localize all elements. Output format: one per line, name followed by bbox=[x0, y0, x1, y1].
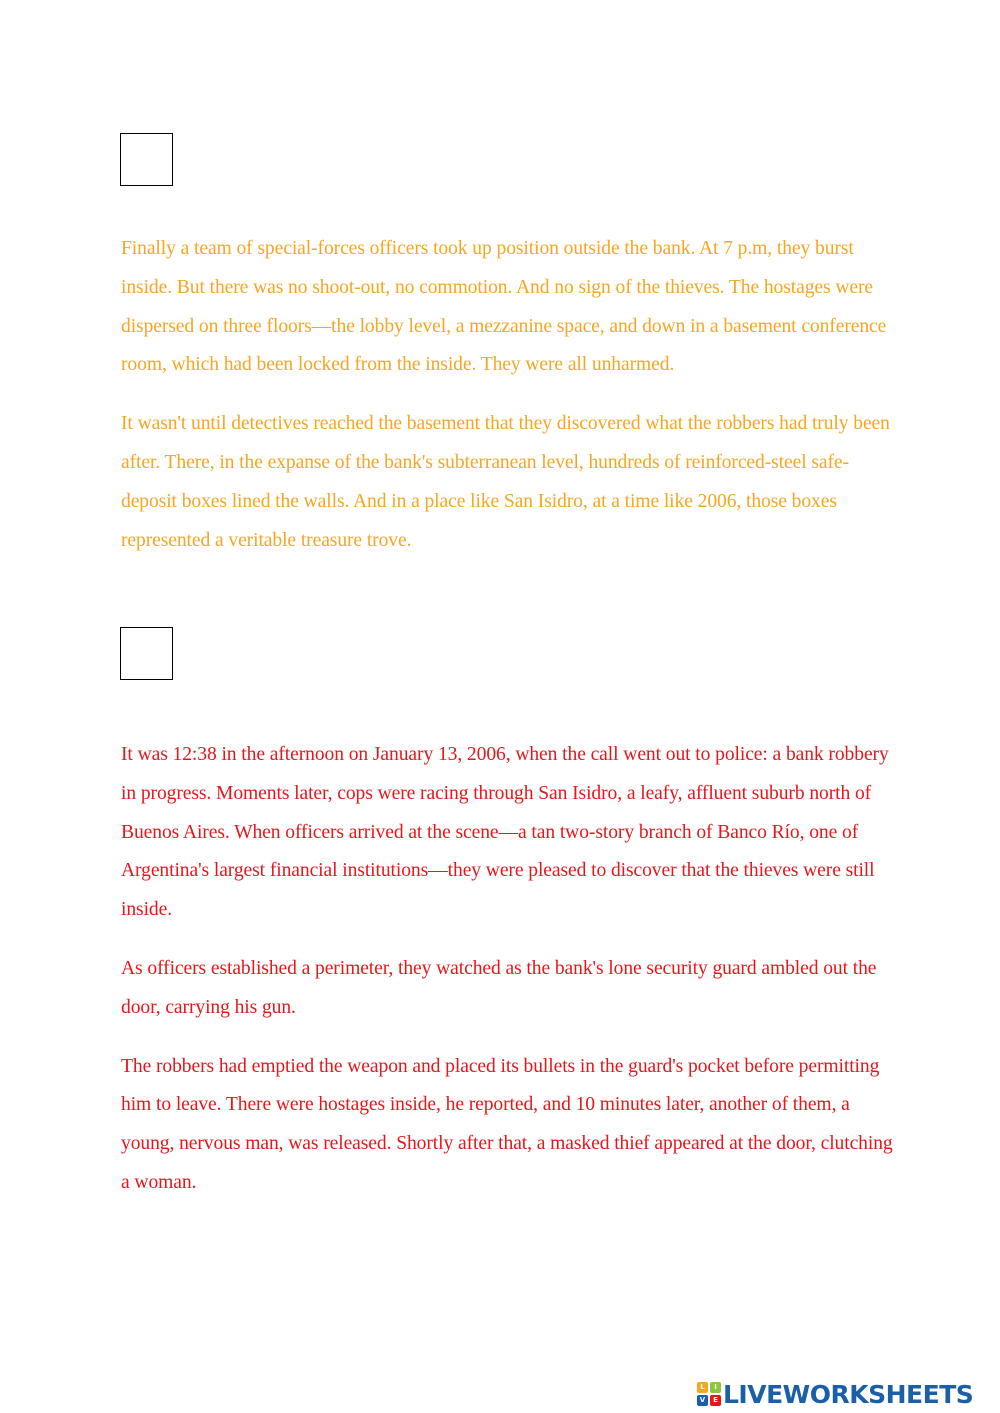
answer-box-2[interactable] bbox=[120, 627, 173, 680]
logo-text: LIVEWORKSHEETS bbox=[723, 1379, 974, 1409]
answer-box-1[interactable] bbox=[120, 133, 173, 186]
liveworksheets-logo-icon bbox=[697, 1382, 721, 1406]
logo-mark-cell: L bbox=[697, 1382, 708, 1393]
red-paragraph-3: The robbers had emptied the weapon and placed its bullets in the guard's pocket before permitting him to leave. There were hostages inside, he reported, and 10 minutes later, another of them, a young, nervous man, was released. Shortly after that, a masked thief appeared at the door, clutching a woman. bbox=[121, 1055, 893, 1193]
orange-paragraph-2: It wasn't until detectives reached the basement that they discovered what the robbers had truly been after. There, in the expanse of the bank's subterranean level, hundreds of reinforced-steel safe-deposit boxes lined the walls. And in a place like San Isidro, at a time like 2006, those boxes represented a veritable treasure trove. bbox=[121, 413, 890, 551]
red-paragraph-1: It was 12:38 in the afternoon on January 13, 2006, when the call went out to police: a bank robbery in progress. Moments later, cops were racing through San Isidro, a leafy, affluent suburb north of Buenos Aires. When officers arrived at the scene—a tan two-story branch of Banco Río, one of Argentina's largest financial institutions—they were pleased to discover that the thieves were still inside. bbox=[121, 744, 889, 921]
orange-text-block bbox=[121, 230, 901, 560]
red-paragraph-2: As officers established a perimeter, they watched as the bank's lone security guard ambled out the door, carrying his gun. bbox=[121, 957, 877, 1018]
logo-mark-cell: I bbox=[710, 1382, 721, 1393]
orange-paragraph-1: Finally a team of special-forces officers took up position outside the bank. At 7 p.m, they burst inside. But there was no shoot-out, no commotion. And no sign of the thieves. The hostages were dispersed on three floors—the lobby level, a mezzanine space, and down in a basement conference room, which had been locked from the inside. They were all unharmed. bbox=[121, 238, 887, 376]
logo-mark-cell: E bbox=[710, 1395, 721, 1406]
liveworksheets-logo bbox=[697, 1378, 973, 1410]
logo-mark-cell: V bbox=[697, 1395, 708, 1406]
red-text-block bbox=[121, 736, 901, 1203]
